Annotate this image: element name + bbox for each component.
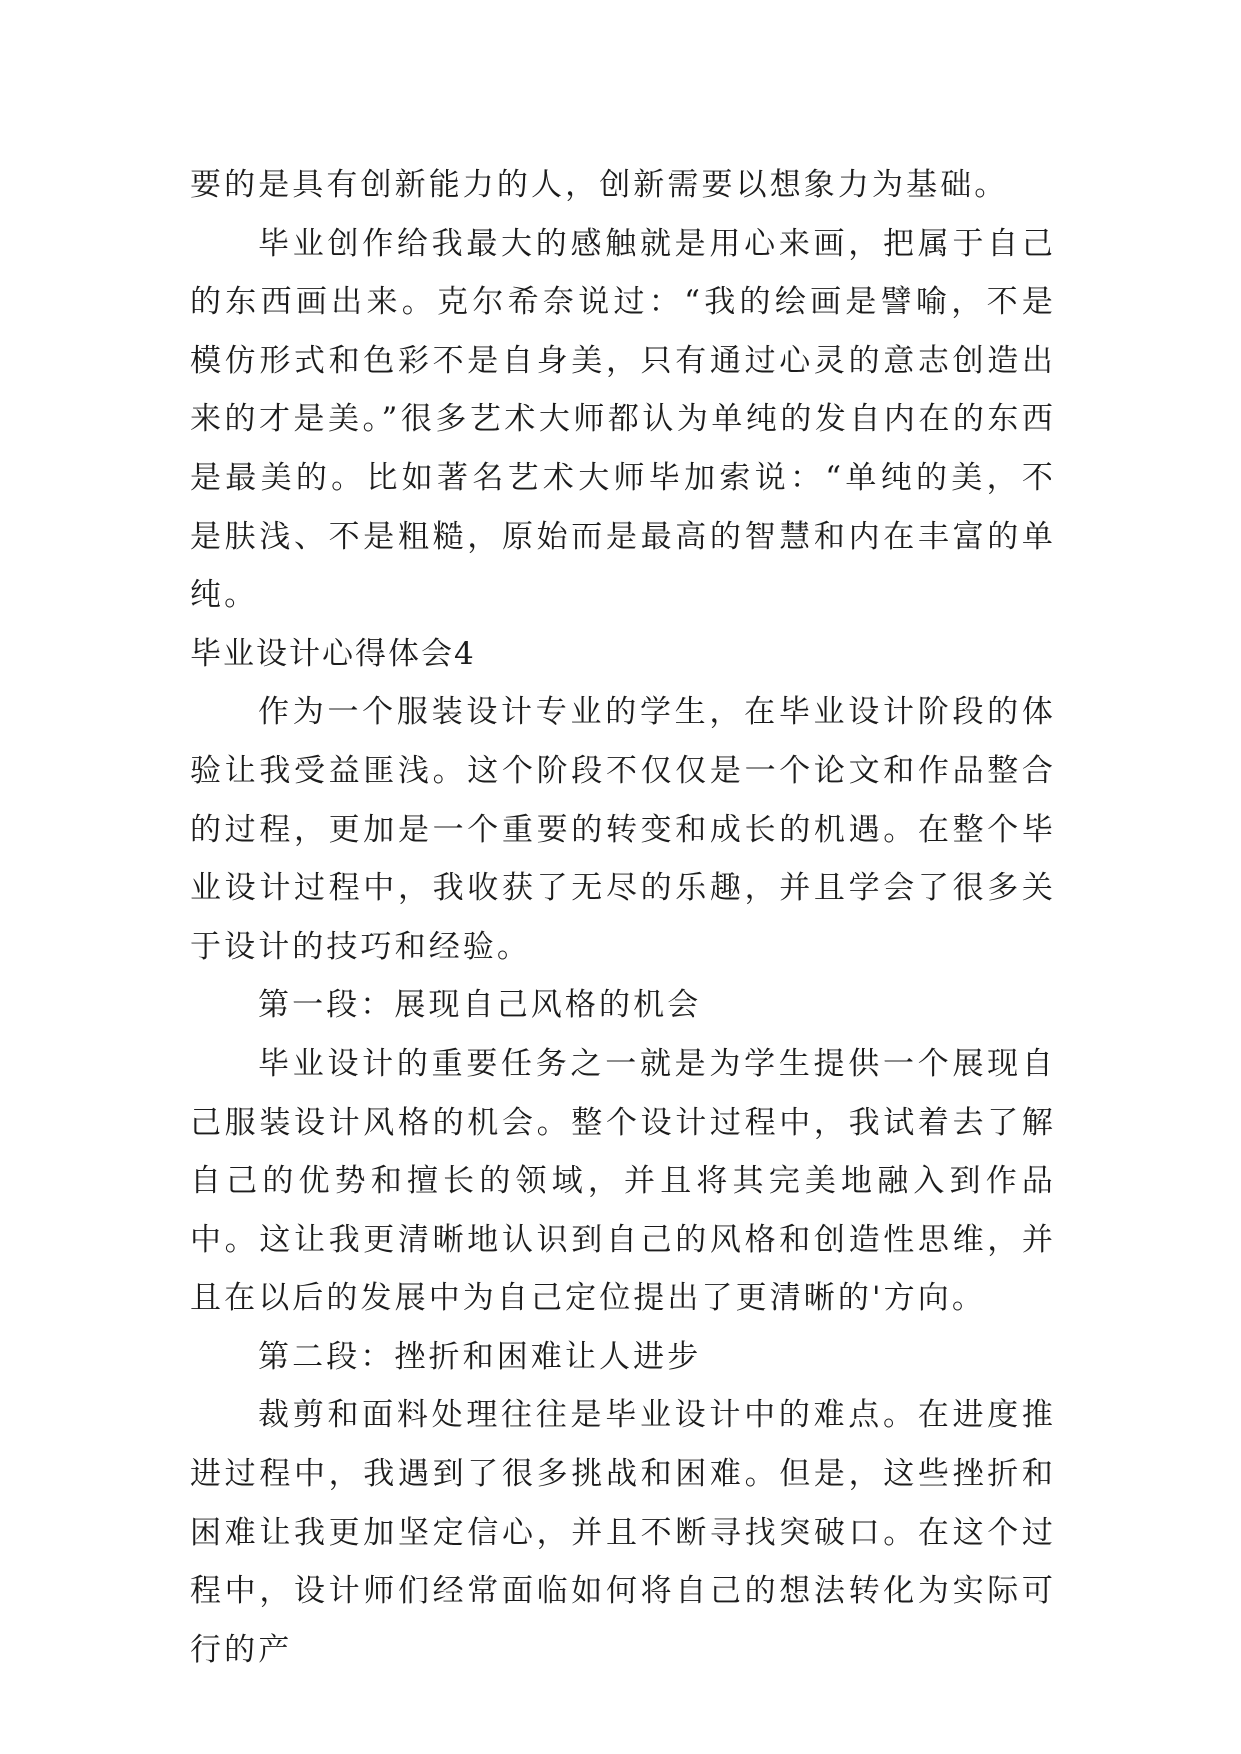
paragraph-creation-feeling: 毕业创作给我最大的感触就是用心来画，把属于自己的东西画出来。克尔希奈说过：“我的绘画是譬喻，不是模仿形式和色彩不是自身美，只有通过心灵的意志创造出来的才是美。”很多艺术大师都认为单纯的发自内在的东西是最美的。比如著名艺术大师毕加索说：“单纯的美，不是肤浅、不是粗糙，原始而是最高的智慧和内在丰富的单纯。 bbox=[190, 225, 1056, 614]
subheading-part-two: 第二段：挫折和困难让人进步 bbox=[258, 1338, 702, 1375]
paragraph-intro: 作为一个服装设计专业的学生，在毕业设计阶段的体验让我受益匪浅。这个阶段不仅仅是一个论文和作品整合的过程，更加是一个重要的转变和成长的机遇。在整个毕业设计过程中，我收获了无尽的乐趣，并且学会了很多关于设计的技巧和经验。 bbox=[190, 694, 1056, 965]
subheading-part-one: 第一段：展现自己风格的机会 bbox=[258, 987, 702, 1024]
document-body bbox=[190, 156, 1056, 1679]
section-heading: 毕业设计心得体会4 bbox=[190, 635, 476, 672]
paragraph-part-two: 裁剪和面料处理往往是毕业设计中的难点。在进度推进过程中，我遇到了很多挑战和困难。但是，这些挫折和困难让我更加坚定信心，并且不断寻找突破口。在这个过程中，设计师们经常面临如何将自己的想法转化为实际可行的产 bbox=[190, 1397, 1056, 1668]
paragraph-continued: 要的是具有创新能力的人，创新需要以想象力为基础。 bbox=[190, 167, 1009, 203]
paragraph-part-one: 毕业设计的重要任务之一就是为学生提供一个展现自己服装设计风格的机会。整个设计过程中，我试着去了解自己的优势和擅长的领域，并且将其完美地融入到作品中。这让我更清晰地认识到自己的风格和创造性思维，并且在以后的发展中为自己定位提出了更清晰的'方向。 bbox=[190, 1045, 1056, 1317]
